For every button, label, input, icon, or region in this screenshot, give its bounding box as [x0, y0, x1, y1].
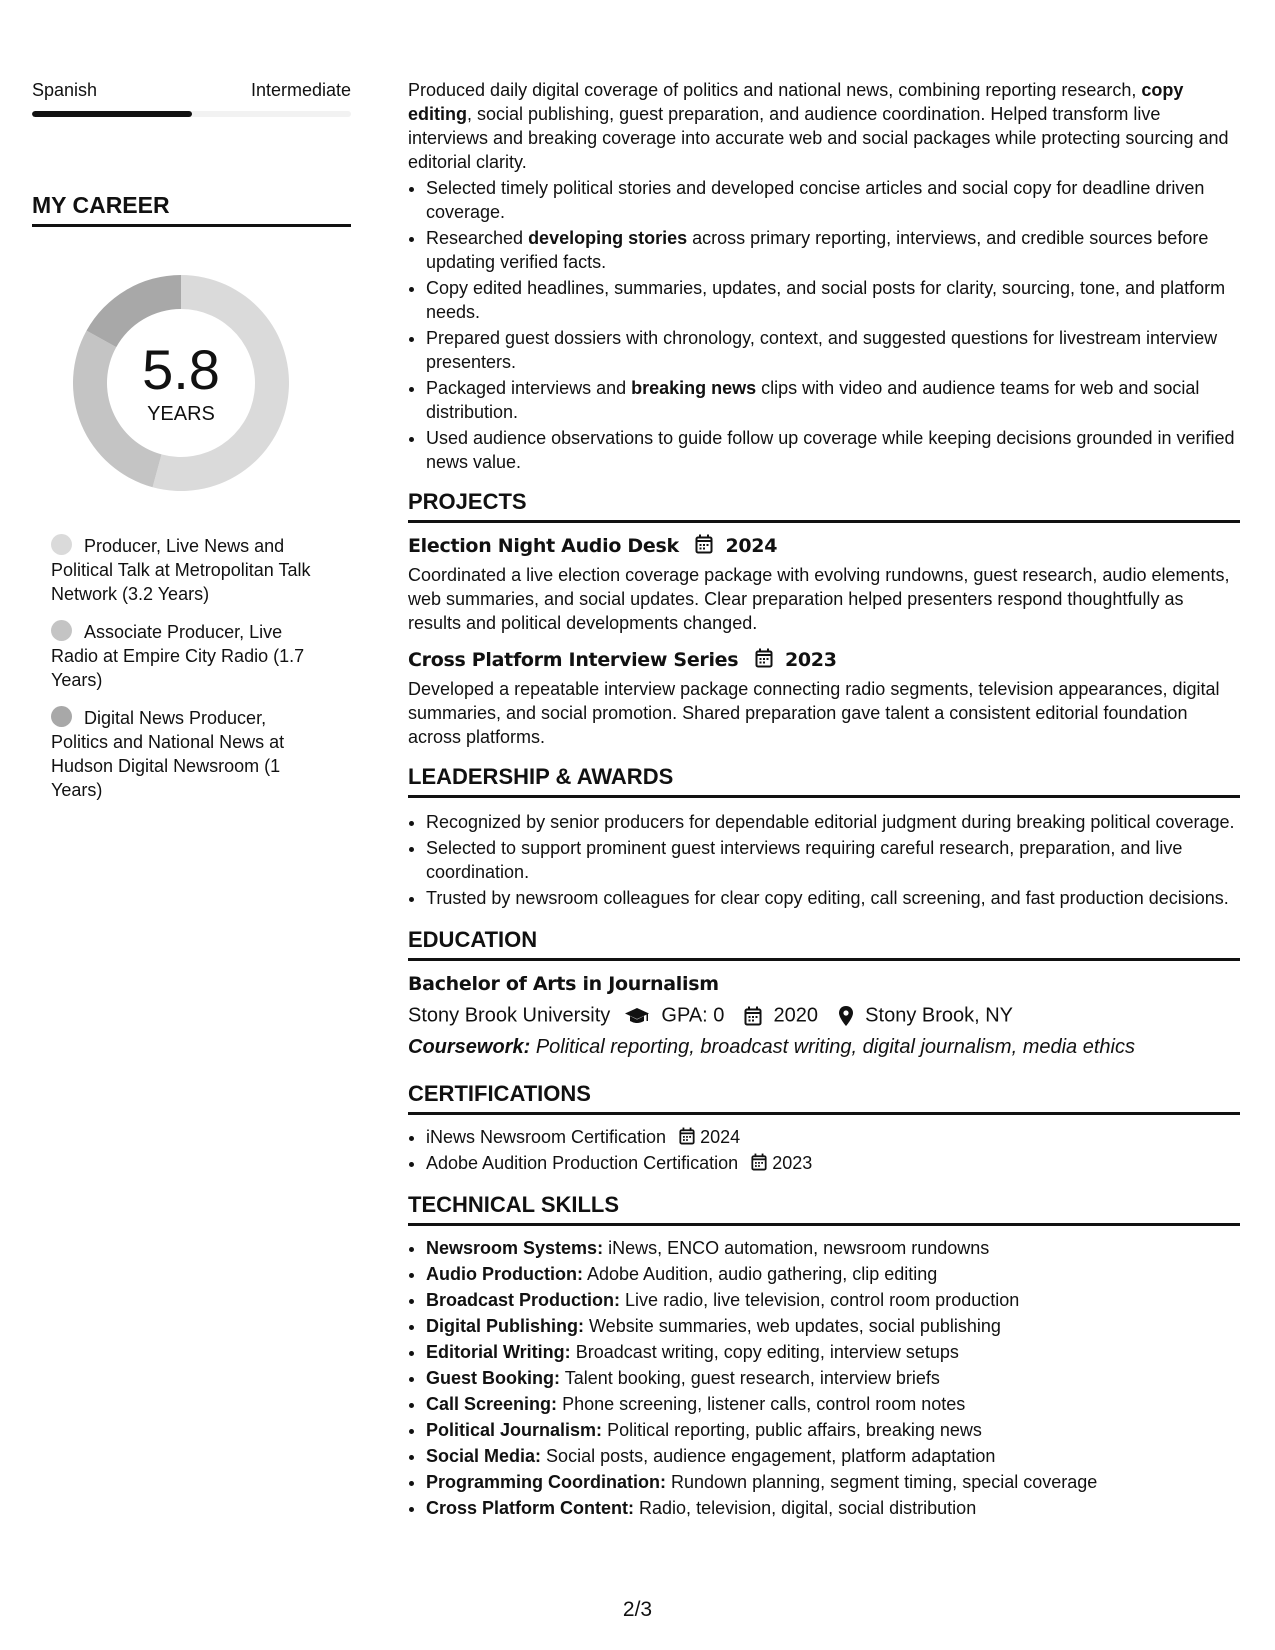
- school-name: Stony Brook University: [408, 1004, 611, 1027]
- coursework-list: Political reporting, broadcast writing, digital journalism, media ethics: [535, 1035, 1135, 1058]
- skill-item: [426, 1392, 1240, 1416]
- coursework: [408, 1032, 1240, 1062]
- calendar-icon: [751, 1153, 767, 1171]
- bullet-text: Researched: [426, 228, 529, 248]
- career-legend: [51, 534, 321, 802]
- leadership-bullets: [408, 810, 1240, 910]
- skill-item: [426, 1288, 1240, 1312]
- skill-value: Adobe Audition, audio gathering, clip editing: [587, 1263, 938, 1284]
- project-title-row: [408, 647, 1240, 673]
- projects-heading: PROJECTS: [408, 488, 1240, 523]
- skill-label: Digital Publishing:: [426, 1315, 584, 1336]
- skill-value: Broadcast writing, copy editing, interview setups: [575, 1341, 959, 1362]
- skill-value: Political reporting, public affairs, breaking news: [607, 1419, 982, 1440]
- bullet-bold: breaking news: [631, 378, 757, 398]
- project-title: Cross Platform Interview Series: [408, 649, 739, 671]
- certifications-section: [408, 1080, 1240, 1175]
- skill-item: [426, 1262, 1240, 1286]
- skill-label: Broadcast Production:: [426, 1289, 621, 1310]
- career-donut-chart: [66, 268, 296, 498]
- leadership-bullet: • Selected to support prominent guest interviews requiring careful research, preparation, and live coordination.: [426, 836, 1240, 884]
- career-heading: MY CAREER: [32, 190, 351, 227]
- sidebar: [32, 78, 351, 816]
- graduation-year: 2020: [773, 1004, 819, 1027]
- skill-value: Phone screening, listener calls, control room notes: [562, 1393, 966, 1414]
- skill-label: Guest Booking:: [426, 1367, 560, 1388]
- education-heading: EDUCATION: [408, 926, 1240, 961]
- experience-bullet: [426, 226, 1240, 274]
- bullet-text: across primary reporting, interviews, and credible sources before updating verified facts.: [426, 228, 1209, 272]
- skill-item: [426, 1366, 1240, 1390]
- summary-text: , social publishing, guest preparation, and audience coordination. Helped transform live interviews and breaking coverage into accurate web and social packages while protecting sourcing and editorial clarity.: [408, 104, 1229, 172]
- skills-section: [408, 1191, 1240, 1520]
- skill-item: [426, 1418, 1240, 1442]
- skill-value: Radio, television, digital, social distribution: [639, 1497, 977, 1518]
- project-title: Election Night Audio Desk: [408, 535, 679, 557]
- skill-label: Call Screening:: [426, 1393, 558, 1414]
- leadership-heading: LEADERSHIP & AWARDS: [408, 763, 1240, 798]
- skill-value: Live radio, live television, control room production: [625, 1289, 1020, 1310]
- certification-list: [408, 1125, 1240, 1175]
- calendar-icon: [755, 648, 773, 668]
- skill-item: [426, 1496, 1240, 1520]
- legend-swatch: [51, 620, 72, 641]
- legend-swatch: [51, 706, 72, 727]
- location-pin-icon: [838, 1005, 854, 1027]
- skill-label: Audio Production:: [426, 1263, 583, 1284]
- bullet-text: Copy edited headlines, summaries, updates, and social posts for clarity, sourcing, tone, and platform needs.: [426, 278, 1226, 322]
- graduation-cap-icon: [624, 1006, 650, 1026]
- skill-item: [426, 1236, 1240, 1260]
- main-column: [408, 78, 1240, 1522]
- legend-item: [51, 620, 321, 692]
- legend-label: Digital News Producer, Politics and National News at Hudson Digital Newsroom (1 Years): [51, 708, 285, 800]
- education-section: [408, 926, 1240, 1062]
- donut-segment: [87, 275, 181, 347]
- bullet-text: Selected timely political stories and developed concise articles and social copy for deadline driven coverage.: [426, 178, 1205, 222]
- experience-bullet: [426, 276, 1240, 324]
- experience-bullets: [408, 176, 1240, 474]
- certifications-heading: CERTIFICATIONS: [408, 1080, 1240, 1115]
- school-location: Stony Brook, NY: [865, 1004, 1014, 1027]
- bullet-text: Used audience observations to guide follow up coverage while keeping decisions grounded in verified news value.: [426, 428, 1235, 472]
- certification-name: Adobe Audition Production Certification: [426, 1152, 739, 1173]
- certification-item: [426, 1125, 1240, 1149]
- experience-section: [408, 78, 1240, 474]
- project-description: Coordinated a live election coverage package with evolving rundowns, guest research, audio elements, web summaries, and social updates. Clear preparation helped presenters respond thoughtfully as results and political developments changed.: [408, 565, 1230, 633]
- education-meta: [408, 1001, 1240, 1030]
- language-row: [32, 78, 351, 102]
- bullet-bold: developing stories: [528, 228, 688, 248]
- experience-bullet: [426, 326, 1240, 374]
- skill-label: Programming Coordination:: [426, 1471, 666, 1492]
- project-description: Developed a repeatable interview package connecting radio segments, television appearances, digital summaries, and social promotion. Shared preparation gave talent a consistent editorial foundation across platforms.: [408, 679, 1220, 747]
- gpa: GPA: 0: [661, 1004, 725, 1027]
- calendar-icon: [744, 1006, 762, 1026]
- page-number: 2/3: [622, 1598, 653, 1621]
- legend-label: Associate Producer, Live Radio at Empire City Radio (1.7 Years): [51, 622, 305, 690]
- language-name: Spanish: [32, 80, 98, 100]
- total-years-value: 5.8: [142, 338, 220, 401]
- project-year: 2024: [725, 535, 778, 557]
- project-year: 2023: [784, 649, 837, 671]
- certification-year: 2023: [772, 1152, 813, 1173]
- certification-item: [426, 1151, 1240, 1175]
- experience-bullet: [426, 426, 1240, 474]
- degree-title: Bachelor of Arts in Journalism: [408, 973, 719, 995]
- skill-item: [426, 1340, 1240, 1364]
- legend-label: Producer, Live News and Political Talk at Metropolitan Talk Network (3.2 Years): [51, 536, 311, 604]
- skill-item: [426, 1470, 1240, 1494]
- language-level: Intermediate: [250, 80, 351, 100]
- skill-value: Social posts, audience engagement, platform adaptation: [546, 1445, 996, 1466]
- skill-label: Social Media:: [426, 1445, 542, 1466]
- skill-label: Cross Platform Content:: [426, 1497, 635, 1518]
- calendar-icon: [695, 534, 713, 554]
- experience-bullet: [426, 376, 1240, 424]
- skill-value: iNews, ENCO automation, newsroom rundowns: [608, 1237, 990, 1258]
- projects-section: [408, 488, 1240, 749]
- total-years-unit: YEARS: [147, 403, 215, 425]
- skill-value: Talent booking, guest research, interview briefs: [564, 1367, 940, 1388]
- certification-name: iNews Newsroom Certification: [426, 1126, 667, 1147]
- summary-bold: copy editing: [408, 80, 1184, 124]
- skill-value: Website summaries, web updates, social publishing: [589, 1315, 1001, 1336]
- donut-center: [66, 340, 296, 426]
- leadership-section: [408, 763, 1240, 910]
- skills-list: [408, 1236, 1240, 1520]
- leadership-bullet: • Trusted by newsroom colleagues for clear copy editing, call screening, and fast production decisions.: [426, 886, 1240, 910]
- language-proficiency-bar: [32, 111, 351, 117]
- coursework-label: Coursework:: [408, 1035, 531, 1058]
- skill-label: Newsroom Systems:: [426, 1237, 604, 1258]
- bullet-text: Packaged interviews and: [426, 378, 632, 398]
- legend-swatch: [51, 534, 72, 555]
- bullet-text: Prepared guest dossiers with chronology, context, and suggested questions for livestream interview presenters.: [426, 328, 1218, 372]
- summary-text: Produced daily digital coverage of politics and national news, combining reporting research,: [408, 80, 1142, 100]
- project-title-row: [408, 533, 1240, 559]
- certification-year: 2024: [700, 1126, 741, 1147]
- skill-value: Rundown planning, segment timing, special coverage: [671, 1471, 1098, 1492]
- skill-item: [426, 1444, 1240, 1468]
- skills-heading: TECHNICAL SKILLS: [408, 1191, 1240, 1226]
- experience-bullet: [426, 176, 1240, 224]
- calendar-icon: [679, 1127, 695, 1145]
- skill-label: Political Journalism:: [426, 1419, 603, 1440]
- leadership-bullet: • Recognized by senior producers for dependable editorial judgment during breaking political coverage.: [426, 810, 1240, 834]
- legend-item: [51, 706, 321, 802]
- skill-label: Editorial Writing:: [426, 1341, 571, 1362]
- legend-item: [51, 534, 321, 606]
- bullet-text: clips with video and audience teams for web and social distribution.: [426, 378, 1200, 422]
- language-proficiency-fill: [32, 111, 192, 117]
- skill-item: [426, 1314, 1240, 1338]
- experience-summary: [408, 78, 1240, 174]
